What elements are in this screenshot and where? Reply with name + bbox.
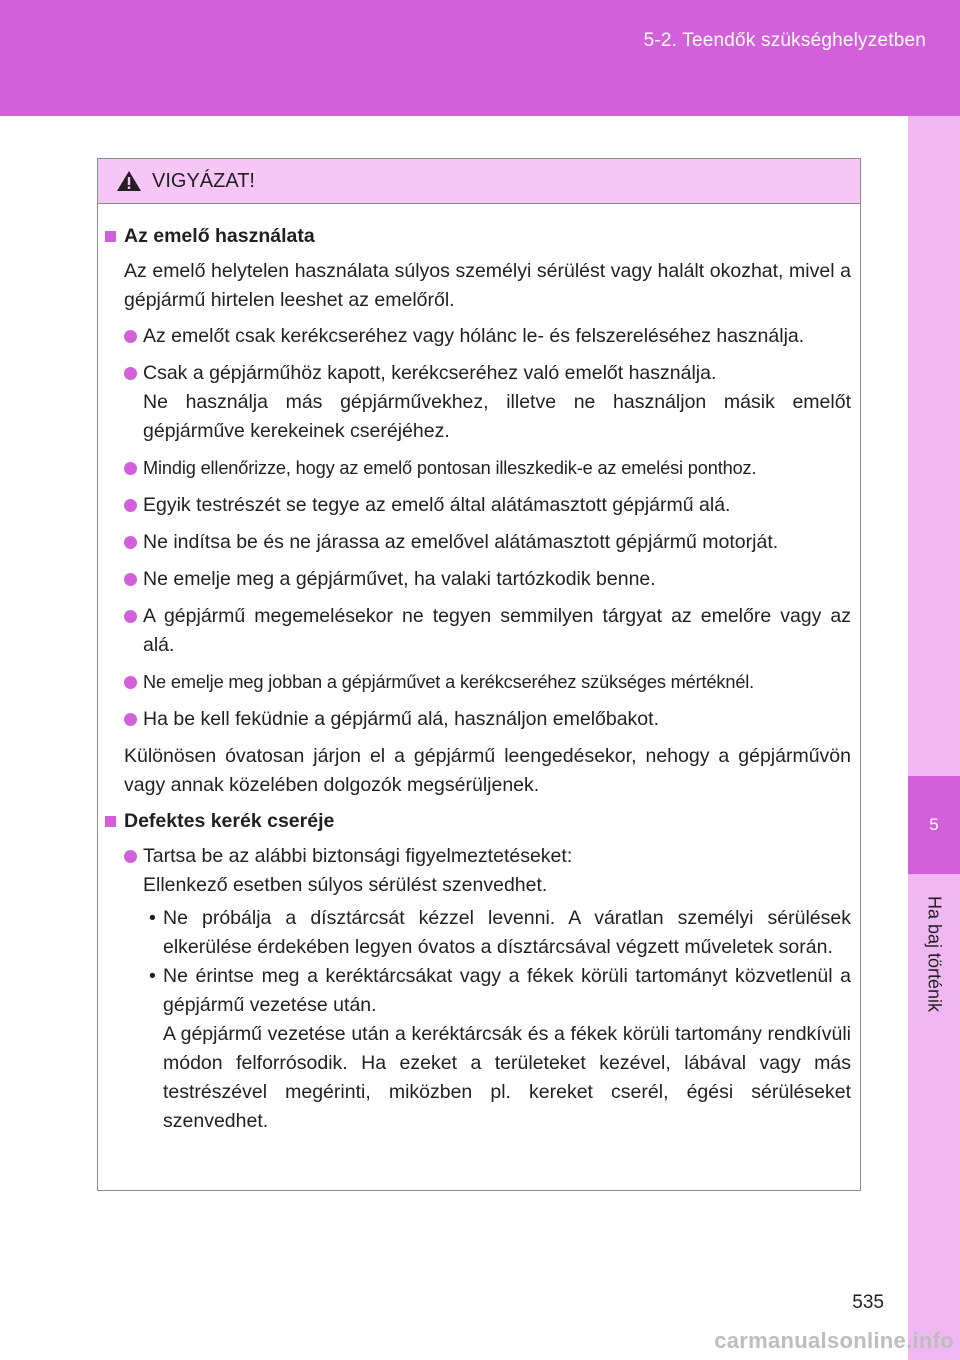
list-item: Mindig ellenőrizze, hogy az emelő pontosan illeszkedik-e az emelési ponthoz. — [105, 454, 851, 483]
list-item: Ha be kell feküdnie a gépjármű alá, használjon emelőbakot. — [105, 705, 851, 734]
bullet-dot-icon — [124, 536, 137, 549]
bullet-dot-icon — [124, 676, 137, 689]
square-bullet-icon — [105, 816, 116, 827]
list-item: Ne emelje meg jobban a gépjárművet a kerékcseréhez szükséges mértéknél. — [105, 668, 851, 697]
sub-list-item: A gépjármű vezetése után a keréktárcsák és a fékek körüli tartomány rendkívüli módon felforrósodik. Ha ezeket a területeket kezével, lábával vagy más testrészével megérinti, miközben pl. kereket cserél, égési sérüléseket szenvedhet. — [163, 1023, 851, 1132]
paragraph: Különösen óvatosan járjon el a gépjármű leengedésekor, nehogy a gépjárművön vagy annak közelében dolgozók megsérüljenek. — [124, 745, 851, 796]
sub-bullet-marker: • — [149, 907, 156, 929]
side-tab-number: 5 — [908, 776, 960, 874]
side-tab — [908, 116, 960, 1360]
bullet-dot-icon — [124, 610, 137, 623]
side-tab-label: Ha baj történik — [924, 895, 945, 1013]
header-band — [0, 0, 960, 116]
page-number: 535 — [852, 1292, 884, 1313]
section-heading: Defektes kerék cseréje — [105, 807, 851, 836]
bullet-dot-icon — [124, 462, 137, 475]
list-item: A gépjármű megemelésekor ne tegyen semmilyen tárgyat az emelőre vagy az alá. — [105, 602, 851, 660]
caution-body — [98, 204, 860, 1136]
section-heading: Az emelő használata — [105, 222, 851, 251]
warning-icon — [116, 170, 142, 192]
list-item: Csak a gépjárműhöz kapott, kerékcseréhez való emelőt használja. Ne használja más gépjárművekhez, illetve ne használjon másik emelőt gépjárműve kerekeinek cseréjéhez. — [105, 359, 851, 446]
caution-box — [97, 158, 861, 1191]
list-item: Egyik testrészét se tegye az emelő által alátámasztott gépjármű alá. — [105, 491, 851, 520]
paragraph: Az emelő helytelen használata súlyos személyi sérülést vagy halált okozhat, mivel a gépjármű hirtelen leeshet az emelőről. — [124, 260, 851, 311]
list-item: Tartsa be az alábbi biztonsági figyelmeztetéseket: Ellenkező esetben súlyos sérülést szenvedhet. — [105, 842, 851, 900]
section-title: 5-2. Teendők szükséghelyzetben — [643, 30, 926, 51]
watermark: carmanualsonline.info — [714, 1328, 954, 1353]
list-item: Ne emelje meg a gépjárművet, ha valaki tartózkodik benne. — [105, 565, 851, 594]
sub-bullet-marker: • — [149, 965, 156, 987]
bullet-dot-icon — [124, 330, 137, 343]
bullet-dot-icon — [124, 850, 137, 863]
bullet-dot-icon — [124, 573, 137, 586]
sub-list-item: • Ne érintse meg a keréktárcsákat vagy a fékek körüli tartományt közvetlenül a gépjármű vezetése után. — [105, 962, 851, 1020]
square-bullet-icon — [105, 231, 116, 242]
list-item: Ne indítsa be és ne járassa az emelővel alátámasztott gépjármű motorját. — [105, 528, 851, 557]
caution-header — [98, 159, 860, 204]
caution-title: VIGYÁZAT! — [152, 169, 255, 192]
bullet-dot-icon — [124, 367, 137, 380]
list-item: Az emelőt csak kerékcseréhez vagy hólánc le- és felszereléséhez használja. — [105, 322, 851, 351]
bullet-dot-icon — [124, 499, 137, 512]
bullet-dot-icon — [124, 713, 137, 726]
sub-list-item: • Ne próbálja a dísztárcsát kézzel levenni. A váratlan személyi sérülések elkerülése érdekében legyen óvatos a dísztárcsával végzett műveletek során. — [105, 904, 851, 962]
